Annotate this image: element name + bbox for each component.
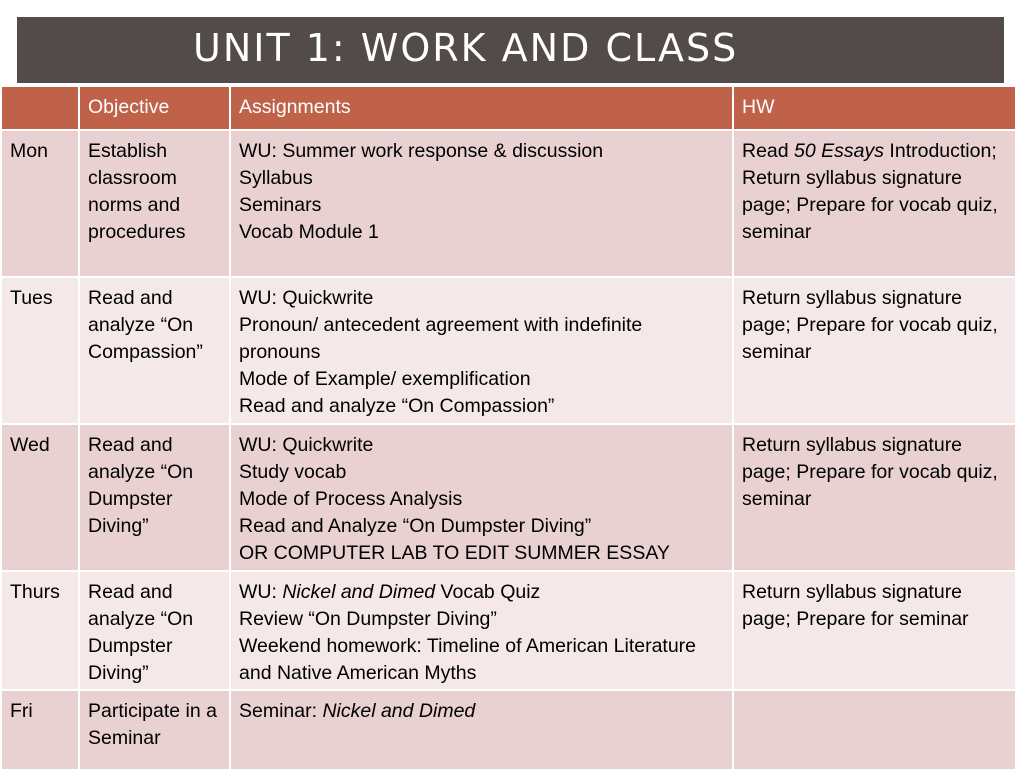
hw-text: Introduction; Return syllabus signature page; Prepare for vocab quiz, seminar bbox=[742, 140, 998, 243]
assignment-line bbox=[239, 579, 724, 606]
hw-cell bbox=[733, 130, 1016, 277]
assignment-line: Review “On Dumpster Diving” bbox=[239, 608, 497, 630]
assignment-line: Mode of Example/ exemplification bbox=[239, 368, 531, 390]
assignment-line: OR COMPUTER LAB TO EDIT SUMMER ESSAY bbox=[239, 542, 670, 564]
objective-cell: Participate in a Seminar bbox=[79, 690, 230, 770]
header-objective: Objective bbox=[79, 86, 230, 130]
assignment-line: Weekend homework: Timeline of American Literature and Native American Myths bbox=[239, 635, 697, 684]
hw-cell: Return syllabus signature page; Prepare for vocab quiz, seminar bbox=[733, 277, 1016, 424]
assignments-cell bbox=[230, 277, 733, 424]
assignment-line: WU: Summer work response & discussion bbox=[239, 140, 604, 162]
book-title: 50 Essays bbox=[794, 140, 885, 162]
assignments-cell bbox=[230, 424, 733, 571]
table-row bbox=[1, 424, 1016, 571]
assignment-line: Read and analyze “On Compassion” bbox=[239, 395, 555, 417]
assignments-cell bbox=[230, 690, 733, 770]
header-day bbox=[1, 86, 79, 130]
day-cell: Wed bbox=[1, 424, 79, 571]
assignment-text: WU: bbox=[239, 581, 283, 603]
header-hw: HW bbox=[733, 86, 1016, 130]
assignment-text: Vocab Quiz bbox=[435, 581, 541, 603]
assignment-line: Seminars bbox=[239, 194, 322, 216]
assignment-line: Read and Analyze “On Dumpster Diving” bbox=[239, 515, 592, 537]
table-row bbox=[1, 690, 1016, 770]
objective-cell: Read and analyze “On Dumpster Diving” bbox=[79, 571, 230, 690]
hw-text: Read bbox=[742, 140, 795, 162]
slide-title-bar bbox=[17, 17, 1004, 83]
header-assignments: Assignments bbox=[230, 86, 733, 130]
hw-cell bbox=[733, 690, 1016, 770]
assignment-line bbox=[239, 698, 724, 725]
assignment-text: Seminar: bbox=[239, 700, 323, 722]
header-row bbox=[1, 86, 1016, 130]
table-row bbox=[1, 571, 1016, 690]
assignments-cell bbox=[230, 571, 733, 690]
objective-cell: Establish classroom norms and procedures bbox=[79, 130, 230, 277]
hw-cell: Return syllabus signature page; Prepare for seminar bbox=[733, 571, 1016, 690]
book-title: Nickel and Dimed bbox=[322, 700, 476, 722]
day-cell: Thurs bbox=[1, 571, 79, 690]
assignment-line: Mode of Process Analysis bbox=[239, 488, 463, 510]
slide-title: UNIT 1: WORK AND CLASS bbox=[193, 26, 739, 70]
table-row bbox=[1, 130, 1016, 277]
hw-cell: Return syllabus signature page; Prepare for vocab quiz, seminar bbox=[733, 424, 1016, 571]
assignment-line: Pronoun/ antecedent agreement with indefinite pronouns bbox=[239, 314, 643, 363]
assignment-line: Vocab Module 1 bbox=[239, 221, 379, 243]
objective-cell: Read and analyze “On Dumpster Diving” bbox=[79, 424, 230, 571]
assignment-line: Syllabus bbox=[239, 167, 313, 189]
table-row bbox=[1, 277, 1016, 424]
day-cell: Fri bbox=[1, 690, 79, 770]
day-cell: Tues bbox=[1, 277, 79, 424]
assignment-line: Study vocab bbox=[239, 461, 347, 483]
weekly-schedule-table bbox=[0, 85, 1017, 771]
day-cell: Mon bbox=[1, 130, 79, 277]
assignment-line: WU: Quickwrite bbox=[239, 434, 374, 456]
book-title: Nickel and Dimed bbox=[282, 581, 436, 603]
assignments-cell bbox=[230, 130, 733, 277]
objective-cell: Read and analyze “On Compassion” bbox=[79, 277, 230, 424]
assignment-line: WU: Quickwrite bbox=[239, 287, 374, 309]
